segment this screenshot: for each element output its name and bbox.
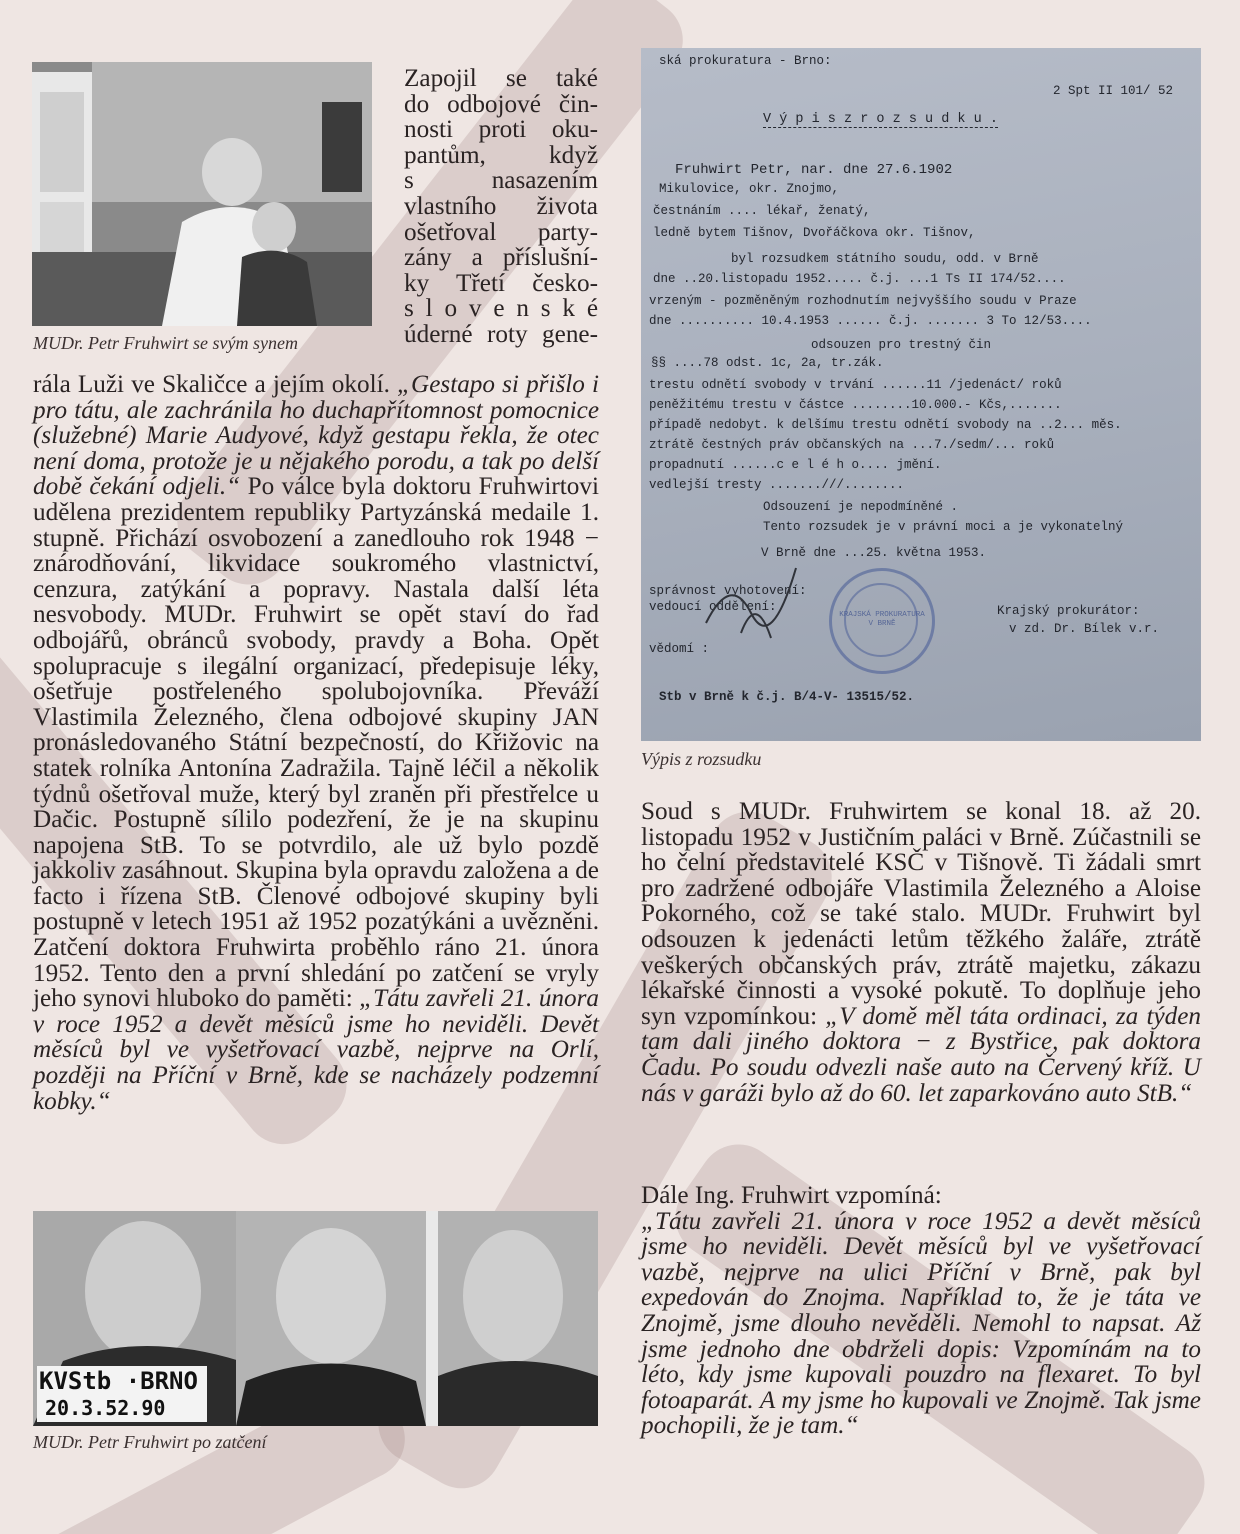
doc-place-line: Mikulovice, okr. Znojmo, xyxy=(659,182,840,196)
doc-name-line: Fruhwirt Petr, nar. dne 27.6.1902 xyxy=(675,162,953,178)
doc-side: vedlejší tresty .......///........ xyxy=(649,478,905,492)
mugshots-caption: MUDr. Petr Fruhwirt po zatčení xyxy=(33,1432,267,1452)
doc-fine: peněžitému trestu v částce ........10.000.- Kčs,....... xyxy=(649,398,1062,412)
doc-court-line: byl rozsudkem státního soudu, odd. v Brně xyxy=(731,252,1039,266)
mugshot-front xyxy=(236,1211,426,1426)
doc-noted: vědomí : xyxy=(649,642,710,656)
text-line: nosti proti oku- xyxy=(404,116,598,144)
right-column-body xyxy=(641,799,1201,1106)
right-column-body-2 xyxy=(641,1183,1201,1439)
doc-header: ská prokuratura - Brno: xyxy=(659,54,832,68)
paragraph: Soud s MUDr. Fruhwirtem se konal 18. až 20. listopadu 1952 v Justičním paláci v Brně. Zúčastnili se ho čelní představitelé KSČ v Tišnově. Ti žádali smrt pro zadržené odbojáře Vlastimila Železného a Aloise Pokorného, což se také stalo. MUDr. Fruhwirt byl odsouzen k jedenácti letům těžkého žaláře, ztrátě veškerých občanských práv, ztrátě majetku, zákazu lékařské činnosti a vysoké pokutě. To doplňuje jeho syn vzpomínkou: xyxy=(641,798,1201,1030)
quote: „Gestapo si přišlo i pro tátu, ale zachránila ho duchapřítomnost pomocnice (služebné) Marie Audyové, když gestapu řekla, že otec není doma, protože je u nějakého porodu, a tak po delší době čekání odjeli.“ xyxy=(33,371,600,501)
paragraph: Dále Ing. Fruhwirt vzpomíná: xyxy=(641,1182,942,1209)
doc-place-date: V Brně dne ...25. května 1953. xyxy=(761,546,987,560)
doc-appeal-date: dne .......... 10.4.1953 ...... č.j. ....... 3 To 12/53.... xyxy=(649,314,1092,328)
doc-sentenced: odsouzen pro trestný čin xyxy=(811,338,992,352)
family-photo-caption: MUDr. Petr Fruhwirt se svým synem xyxy=(33,333,298,353)
quote: „Tátu zavřeli 21. února v roce 1952 a devět měsíců jsme ho neviděli. Devět měsíců byl ve vyšetřovací vazbě, nejprve na Orlí, později na Příční v Brně, kde se nacházely podzemní kobky.“ xyxy=(33,985,599,1115)
doc-copy-2: vedoucí oddělení: xyxy=(649,600,777,614)
doc-paragraph: §§ ....78 odst. 1c, 2a, tr.zák. xyxy=(651,356,884,370)
paragraph: Po válce byla doktoru Fruhwirtovi udělena prezidentem republiky Partyzánská medaile 1. stupně. Přichází osvobození a zanedlouho rok 1948 − znárodňování, likvidace soukromého vlastnictví, cenzura, zatýkání a popravy. Nastala další léta nesvobody. MUDr. Fruhwirt se opět staví do řad odbojářů, obránců svobody, pravdy a Boha. Opět spolupracuje s ilegální organizací, předepisuje léky, ošetřuje postřeleného spolubojovníka. Převáží Vlastimila Železného, člena odbojové skupiny JAN pronásledovaného Státní bezpečností, do Křižovic na statek rolníka Antonína Zadražila. Tajně léčil a několik týdnů ošetřoval muže, který byl zraněn při přestřelce u Dačic. Postupně sílilo podezření, že je na skupinu napojena StB. To se potvrdilo, ale už bylo pozdě jakkoliv zasáhnout. Skupina byla opravdu založena a de facto i řízena StB. Členové odbojové skupiny byli postupně v letech 1951 až 1952 pozatýkáni a uvězněni. Zatčení doktora Fruhwirta proběhlo ráno 21. února 1952. Tento den a první shledání po zatčení se vryly jeho synovi hluboko do paměti: xyxy=(33,473,599,1013)
document-caption: Výpis z rozsudku xyxy=(641,749,762,769)
text-line: Zapojil se také xyxy=(404,65,598,92)
plate-line-1: KVStb ·BRNO xyxy=(39,1367,198,1395)
verdict-document-scan xyxy=(641,48,1201,741)
mugshot-profile-right xyxy=(438,1211,598,1426)
doc-valid: Tento rozsudek je v právní moci a je vykonatelný xyxy=(763,520,1124,534)
mugshot-plate xyxy=(37,1366,207,1422)
text-line: s nasazením xyxy=(404,167,598,195)
doc-job-line: čestnáním .... lékař, ženatý, xyxy=(653,204,871,218)
paragraph: rála Luži ve Skaličce a jejím okolí. xyxy=(33,371,390,398)
text-line: ošetřoval party- xyxy=(404,218,598,246)
doc-date-line: dne ..20.listopadu 1952..... č.j. ...1 Ts II 174/52.... xyxy=(653,272,1066,286)
doc-prison: trestu odnětí svobody v trvání ......11 /jedenáct/ roků xyxy=(649,378,1062,392)
doc-appeal-line: vrzeným - pozměněným rozhodnutím nejvyššího soudu v Praze xyxy=(649,294,1077,308)
quote: „V domě měl táta ordinaci, za týden tam dali jiného doktora − z Bystřice, pak doktora Čadu. Po soudu odvezli naše auto na Červený kříž. U nás v garáži bylo až do 60. let zaparkováno auto StB.“ xyxy=(641,1002,1201,1107)
doc-rights: ztrátě čestných práv občanských na ...7./sedm/... roků xyxy=(649,438,1055,452)
quote: „Tátu zavřeli 21. února v roce 1952 a devět měsíců jsme ho neviděli. Devět měsíců byl ve vyšetřovací vazbě, nejprve na ulici Příční v Brně, pak byl expedován do Znojma. Například to, že je táta ve Znojmě, jsme dlouho nevěděli. Nemohl to napsat. Až jsme jednoho dne obdrželi dopis: Vzpomínám na to léto, kdy jsme kupovali pouzdro na flexaret. To byl fotoaparát. A my jsme ho kupovali ve Znojmě. Tak jsme pochopili, že je tam.“ xyxy=(641,1207,1201,1440)
left-column-body xyxy=(33,372,599,1114)
doc-stb-reference: Stb v Brně k č.j. B/4-V- 13515/52. xyxy=(659,690,915,704)
doc-extra: případě nedobyt. k delšímu trestu odnětí svobody na ..2... měs. xyxy=(649,418,1122,432)
doc-stamp-text: KRAJSKÁ PROKURATURA V BRNĚ xyxy=(839,611,925,628)
intro-text-beside-photo xyxy=(404,66,598,348)
text-line: úderné roty gene- xyxy=(404,320,598,348)
doc-title: V ý p i s z r o z s u d k u . xyxy=(763,112,998,127)
doc-stamp xyxy=(829,568,935,674)
plate-line-2: 20.3.52.90 xyxy=(45,1396,166,1420)
mugshot-photos xyxy=(33,1211,598,1426)
mugshot-profile-left xyxy=(33,1211,240,1426)
text-line: s l o v e n s k é xyxy=(404,295,598,323)
text-line: pantům, když xyxy=(404,141,598,169)
text-line: zány a příslušní- xyxy=(404,244,598,272)
doc-property: propadnutí ......c e l é h o.... jmění. xyxy=(649,458,942,472)
family-photo xyxy=(32,62,372,326)
text-line: do odbojové čin- xyxy=(404,90,598,118)
doc-reference: 2 Spt II 101/ 52 xyxy=(1053,84,1174,98)
doc-prosecutor-title: Krajský prokurátor: xyxy=(997,604,1140,618)
doc-copy-1: správnost vyhotovení: xyxy=(649,584,807,598)
text-line: ky Třetí česko- xyxy=(404,269,598,297)
doc-prosecutor-name: v zd. Dr. Bílek v.r. xyxy=(1009,622,1160,636)
text-line: vlastního života xyxy=(404,192,598,220)
doc-unconditional: Odsouzení je nepodmíněné . xyxy=(763,500,959,514)
doc-address-line: ledně bytem Tišnov, Dvořáčkova okr. Tišnov, xyxy=(653,226,976,240)
signature-icon xyxy=(701,553,811,643)
